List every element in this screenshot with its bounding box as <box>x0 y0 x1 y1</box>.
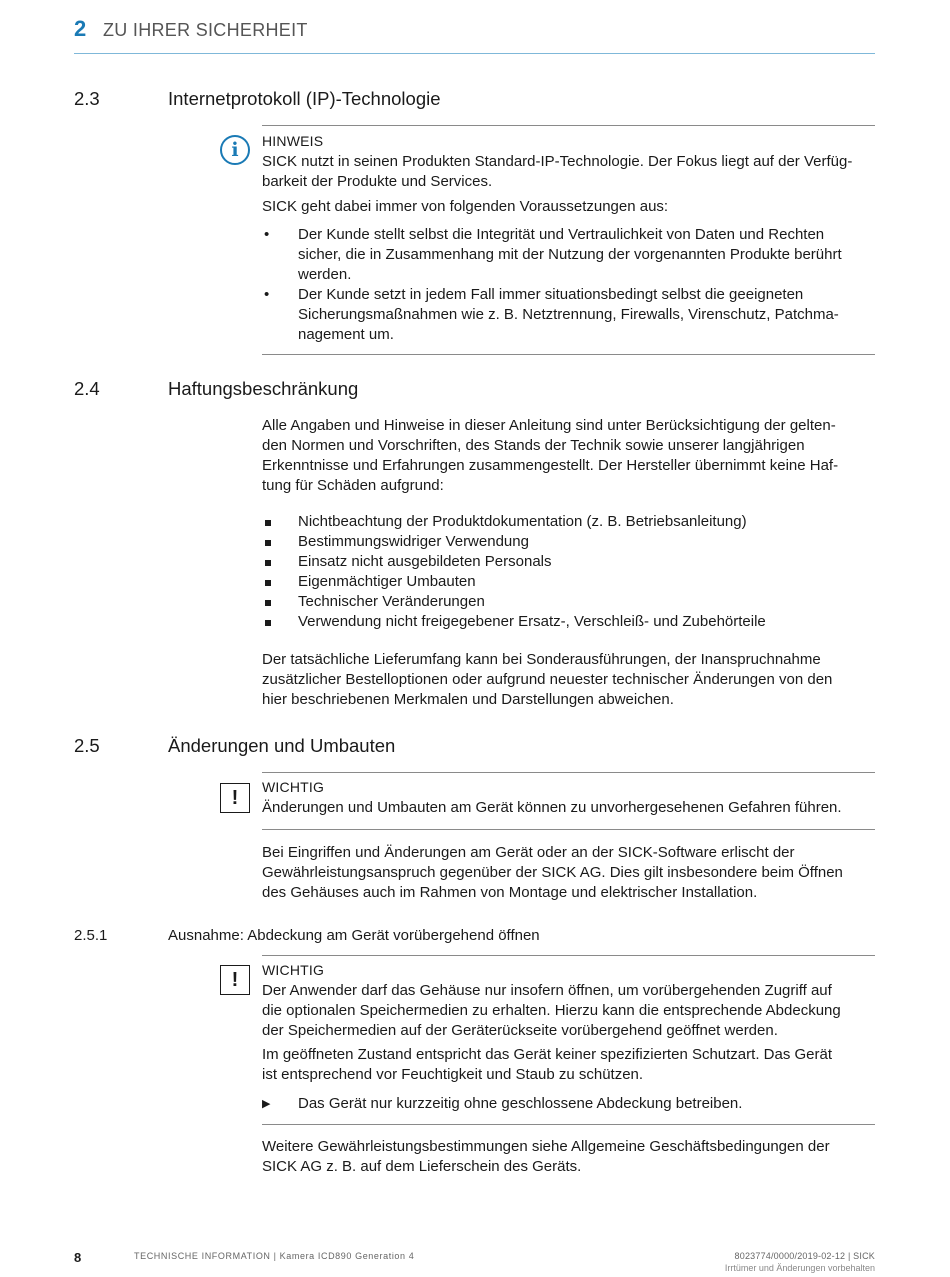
body-paragraph: Bei Eingriffen und Änderungen am Gerät oder an der SICK-Software erlischt der Gewährleistungsanspruch gegenüber der SICK AG. Dies gilt insbesondere beim Öffnen des Gehäuses auch im Rahmen von Montage und elektrischer Installation. <box>262 844 843 901</box>
body-paragraph: Weitere Gewährleistungsbestimmungen siehe Allgemeine Geschäftsbedingungen der SICK AG z. B. auf dem Lieferschein des Geräts. <box>262 1138 830 1175</box>
notice-text: SICK geht dabei immer von folgenden Voraussetzungen aus: <box>262 198 669 215</box>
header-divider <box>74 53 875 54</box>
chapter-number: 2 <box>74 16 87 41</box>
action-step: ▶ Das Gerät nur kurzzeitig ohne geschlossene Abdeckung betreiben. <box>262 1094 875 1114</box>
requirements-list <box>262 225 875 345</box>
list-item: Einsatz nicht ausgebildeten Personals <box>262 552 875 572</box>
footer-document-title: TECHNISCHE INFORMATION | Kamera ICD890 Generation 4 <box>134 1251 415 1261</box>
list-item: Eigenmächtiger Umbauten <box>262 572 875 592</box>
section-title: Änderungen und Umbauten <box>168 735 396 756</box>
page-number: 8 <box>74 1250 82 1265</box>
action-list <box>262 1094 875 1114</box>
liability-list <box>262 512 875 632</box>
info-icon: i <box>220 135 250 165</box>
warning-text: Der Anwender darf das Gehäuse nur insofern öffnen, um vorübergehenden Zugriff auf die optionalen Speichermedien zu erhalten. Hierzu kann die entsprechende Abdeckung der Speichermedien auf der Geräterückseite vorübergehend geöffnet werden. <box>262 982 841 1039</box>
list-item: Technischer Veränderungen <box>262 592 875 612</box>
section-title: Haftungsbeschränkung <box>168 378 359 399</box>
warning-text: Im geöffneten Zustand entspricht das Gerät keiner spezifizierten Schutzart. Das Gerät ist entsprechend vor Feuchtigkeit und Staub zu schützen. <box>262 1046 833 1083</box>
list-item: • Der Kunde stellt selbst die Integrität und Vertraulichkeit von Daten und Rechten sicher, die in Zusammenhang mit der Nutzung der vorgenannten Produkte berührt werden. <box>262 225 875 285</box>
notice-label: HINWEIS <box>262 133 324 149</box>
body-paragraph: Alle Angaben und Hinweise in dieser Anleitung sind unter Berücksichtigung der gelten- den Normen und Vorschriften, des Stands der Technik sowie unserer langjährigen Erkenntnisse und Erfahrungen zusammengestellt. Der Hersteller übernimmt keine Haf- tung für Schäden aufgrund: <box>262 417 839 494</box>
exclamation-icon: ! <box>220 783 250 813</box>
warning-label: WICHTIG <box>262 779 325 795</box>
warning-bottom-rule <box>262 829 875 830</box>
list-item: • Der Kunde setzt in jedem Fall immer situationsbedingt selbst die geeigneten Sicherungsmaßnahmen wie z. B. Netztrennung, Firewalls, Virenschutz, Patchma- nagement um. <box>262 285 875 345</box>
footer-reference: 8023774/0000/2019-02-12 | SICK <box>734 1251 875 1261</box>
section-number: 2.3 <box>74 88 100 109</box>
chapter-title: ZU IHRER SICHERHEIT <box>103 20 308 40</box>
warning-label: WICHTIG <box>262 962 325 978</box>
notice-text: SICK nutzt in seinen Produkten Standard-IP-Technologie. Der Fokus liegt auf der Verfüg- barkeit der Produkte und Services. <box>262 153 853 190</box>
notice-top-rule <box>262 125 875 126</box>
warning-top-rule <box>262 955 875 956</box>
warning-text: Änderungen und Umbauten am Gerät können zu unvorhergesehenen Gefahren führen. <box>262 799 842 816</box>
footer-disclaimer: Irrtümer und Änderungen vorbehalten <box>724 1263 875 1273</box>
notice-bottom-rule <box>262 354 875 355</box>
list-item: Verwendung nicht freigegebener Ersatz-, Verschleiß- und Zubehörteile <box>262 612 875 632</box>
warning-bottom-rule <box>262 1124 875 1125</box>
body-paragraph: Der tatsächliche Lieferumfang kann bei Sonderausführungen, der Inanspruchnahme zusätzlicher Bestelloptionen oder aufgrund neuester technischer Änderungen von den hier beschriebenen Merkmalen und Darstellungen abweichen. <box>262 651 833 708</box>
section-number: 2.4 <box>74 378 100 399</box>
section-title: Internetprotokoll (IP)-Technologie <box>168 88 441 109</box>
warning-top-rule <box>262 772 875 773</box>
exclamation-icon: ! <box>220 965 250 995</box>
subsection-number: 2.5.1 <box>74 927 108 944</box>
list-item: Bestimmungswidriger Verwendung <box>262 532 875 552</box>
subsection-title: Ausnahme: Abdeckung am Gerät vorübergehend öffnen <box>168 927 540 944</box>
section-number: 2.5 <box>74 735 100 756</box>
list-item: Nichtbeachtung der Produktdokumentation (z. B. Betriebsanleitung) <box>262 512 875 532</box>
